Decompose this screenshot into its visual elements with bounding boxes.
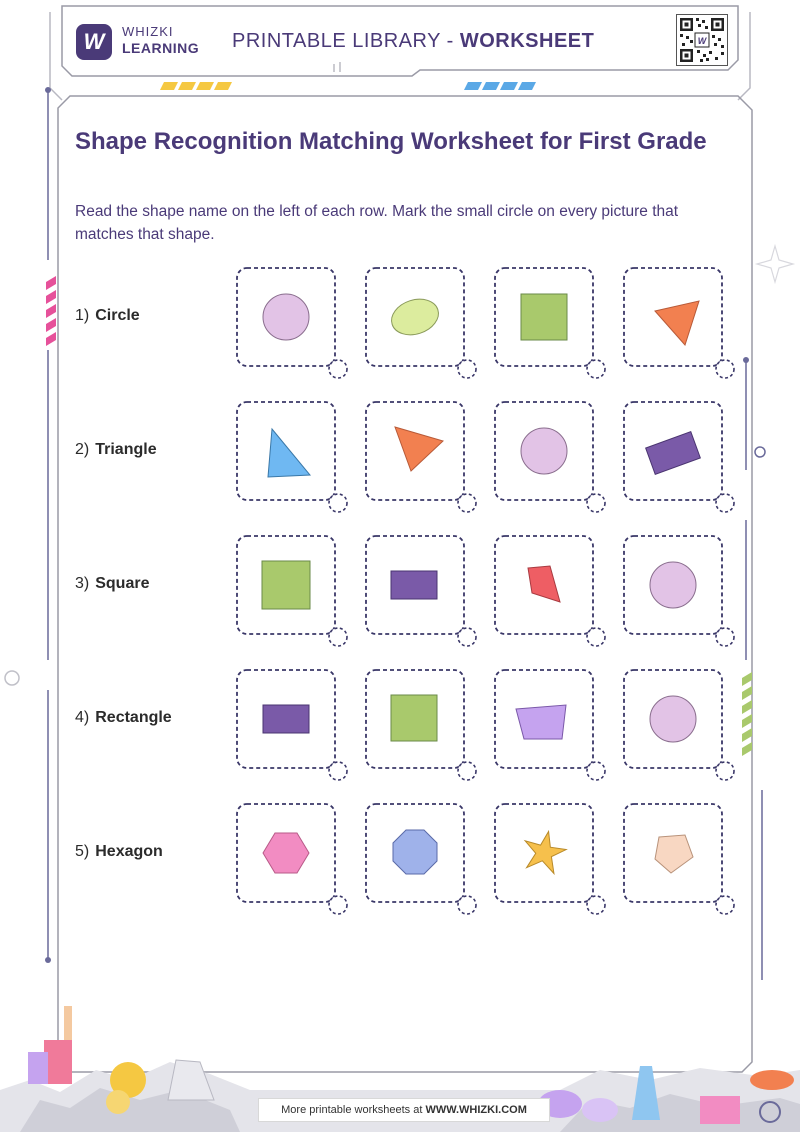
- shape-card: [365, 401, 465, 501]
- shape-card: [623, 267, 723, 367]
- shape-card: [623, 401, 723, 501]
- worksheet-instructions: Read the shape name on the left of each row. Mark the small circle on every picture that matches that shape.: [75, 203, 679, 243]
- answer-mark-circle[interactable]: [329, 360, 347, 378]
- header-title-prefix: PRINTABLE LIBRARY -: [232, 30, 460, 52]
- row-number: 4): [75, 709, 90, 726]
- shape-card: [236, 401, 336, 501]
- row-label-triangle: [75, 441, 157, 459]
- shape-card: [623, 535, 723, 635]
- svg-text:W: W: [697, 36, 707, 46]
- brand-subtitle: LEARNING: [122, 40, 200, 56]
- qr-code-icon: [676, 14, 728, 66]
- answer-mark-circle[interactable]: [587, 762, 605, 780]
- row-label-hexagon: [75, 843, 163, 861]
- row-number: 1): [75, 307, 90, 324]
- brand-name: WHIZKI: [122, 24, 174, 39]
- answer-mark-circle[interactable]: [587, 628, 605, 646]
- shape-card: [236, 669, 336, 769]
- answer-mark-circle[interactable]: [458, 360, 476, 378]
- footer-link[interactable]: [258, 1098, 550, 1122]
- shape-card: [494, 669, 594, 769]
- footer-prefix: More printable worksheets at: [281, 1104, 426, 1116]
- answer-mark-circle[interactable]: [587, 896, 605, 914]
- row-number: 2): [75, 441, 90, 458]
- header-title: [232, 30, 594, 53]
- shape-card: [494, 267, 594, 367]
- shape-card: [365, 803, 465, 903]
- row-number: 3): [75, 575, 90, 592]
- shape-card: [623, 803, 723, 903]
- answer-mark-circle[interactable]: [329, 896, 347, 914]
- answer-mark-circle[interactable]: [716, 896, 734, 914]
- footer-site: WWW.WHIZKI.COM: [425, 1104, 527, 1116]
- row-shape-name: Square: [95, 575, 150, 592]
- answer-mark-circle[interactable]: [716, 628, 734, 646]
- answer-mark-circle[interactable]: [329, 628, 347, 646]
- answer-mark-circle[interactable]: [458, 494, 476, 512]
- row-shape-name: Hexagon: [95, 843, 163, 860]
- shape-card: [623, 669, 723, 769]
- row-shape-name: Triangle: [95, 441, 157, 458]
- row-number: 5): [75, 843, 90, 860]
- answer-mark-circle[interactable]: [458, 628, 476, 646]
- row-label-square: [75, 575, 149, 593]
- answer-mark-circle[interactable]: [716, 360, 734, 378]
- answer-mark-circle[interactable]: [587, 360, 605, 378]
- shape-card: [236, 535, 336, 635]
- answer-mark-circle[interactable]: [716, 494, 734, 512]
- shape-card: [236, 267, 336, 367]
- row-label-circle: [75, 307, 140, 325]
- shape-card: [365, 535, 465, 635]
- row-label-rectangle: [75, 709, 172, 727]
- shape-card: [365, 669, 465, 769]
- worksheet-title: Shape Recognition Matching Worksheet for First Grade: [75, 128, 707, 155]
- answer-mark-circle[interactable]: [458, 896, 476, 914]
- header-title-bold: WORKSHEET: [459, 30, 595, 52]
- answer-mark-circle[interactable]: [329, 494, 347, 512]
- shape-card: [494, 401, 594, 501]
- whizki-logo: W: [76, 24, 112, 60]
- answer-mark-circle[interactable]: [587, 494, 605, 512]
- shape-card: [365, 267, 465, 367]
- shape-card: [236, 803, 336, 903]
- answer-mark-circle[interactable]: [458, 762, 476, 780]
- row-shape-name: Rectangle: [95, 709, 172, 726]
- shape-card: [494, 535, 594, 635]
- shape-card: [494, 803, 594, 903]
- answer-mark-circle[interactable]: [329, 762, 347, 780]
- row-shape-name: Circle: [95, 307, 140, 324]
- answer-mark-circle[interactable]: [716, 762, 734, 780]
